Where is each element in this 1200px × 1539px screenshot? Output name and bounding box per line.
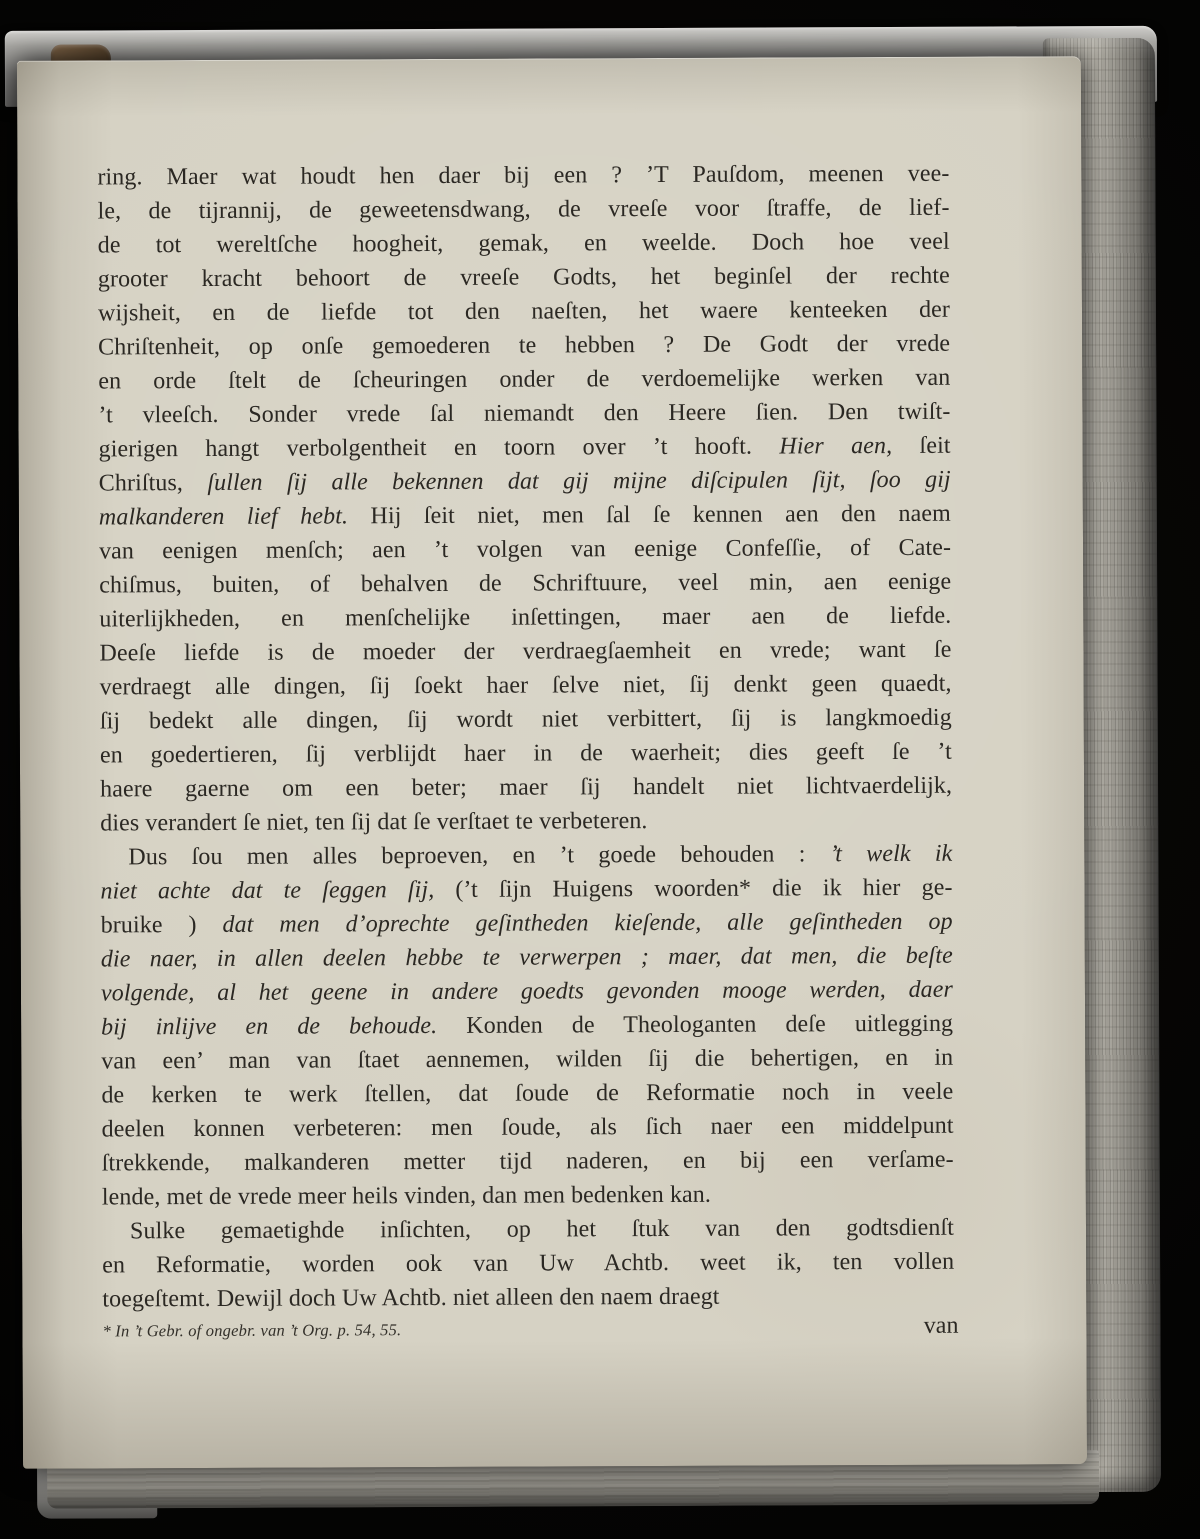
- text-run: ſtrekkende, malkanderen metter tijd naderen, en bij een verſame-: [101, 1146, 954, 1177]
- text-run: deelen konnen verbeteren: men ſoude, als ſich naer een middelpunt: [101, 1112, 954, 1143]
- text-line: [99, 565, 951, 603]
- text-line: [101, 1109, 953, 1147]
- text-run: en orde ſtelt de ſcheuringen onder de verdoemelijke werken van: [98, 364, 951, 395]
- text-run: ring. Maer wat houdt hen daer bij een ? ’T Pauſdom, meenen vee-: [97, 160, 950, 191]
- footnote: * In ’t Gebr. of ongebr. van ’t Org. p. 54, 55.: [102, 1320, 402, 1341]
- text-run: uiterlijkheden, en menſchelijke inſettingen, maer aen de liefde.: [99, 602, 952, 633]
- text-line: [99, 497, 951, 535]
- text-run: de kerken te werk ſtellen, dat ſoude de Reformatie noch in veele: [101, 1078, 954, 1109]
- catchword: van: [923, 1312, 959, 1339]
- page-text-block: [97, 157, 954, 1317]
- text-line: [100, 735, 952, 773]
- text-run: ſij bedekt alle dingen, ſij wordt niet verbittert, ſij is langkmoedig: [99, 704, 952, 735]
- text-run: Sulke gemaetighde inſichten, op het ſtuk van den godtsdienſt: [129, 1214, 955, 1245]
- text-line: [100, 871, 952, 909]
- text-run: malkanderen lief hebt.: [98, 503, 349, 531]
- text-line: [99, 463, 951, 501]
- text-run: Dus ſou men alles beproeven, en ’t goede behouden :: [128, 841, 830, 871]
- text-line: [98, 225, 950, 263]
- text-run: verdraegt alle dingen, ſij ſoekt haer ſelve niet, ſij denkt geen quaedt,: [99, 670, 952, 701]
- text-line: [98, 327, 950, 365]
- text-run: Konden de Theologanten deſe uitlegging: [437, 1010, 954, 1039]
- text-line: [101, 1041, 953, 1079]
- text-line: [102, 1143, 954, 1181]
- text-line: [99, 633, 951, 671]
- text-line: [102, 1211, 954, 1249]
- text-line: [98, 361, 950, 399]
- text-run: toegeſtemt. Dewijl doch Uw Achtb. niet alleen den naem draegt: [102, 1283, 720, 1313]
- text-line: [97, 157, 949, 195]
- text-run: van een’ man van ſtaet aennemen, wilden ſij die behertigen, en in: [101, 1044, 954, 1075]
- text-run: haere gaerne om een beter; maer ſij handelt niet lichtvaerdelijk,: [100, 772, 953, 803]
- text-run: ’t vleeſch. Sonder vrede ſal niemandt den Heere ſien. Den twiſt-: [98, 398, 951, 429]
- text-run: bruike ): [100, 911, 223, 939]
- text-line: [101, 939, 953, 977]
- text-run: de tot wereltſche hoogheit, gemak, en weelde. Doch hoe veel: [97, 228, 950, 259]
- text-run: Hij ſeit niet, men ſal ſe kennen aen den naem: [348, 500, 951, 530]
- text-line: [101, 973, 953, 1011]
- text-run: ’t welk ik: [829, 840, 953, 868]
- text-line: [97, 191, 949, 229]
- text-line: [102, 1245, 954, 1283]
- text-run: chiſmus, buiten, of behalven de Schriftuure, veel min, aen eenige: [99, 568, 952, 599]
- text-run: en Reformatie, worden ook van Uw Achtb. weet ik, ten vollen: [102, 1248, 955, 1279]
- text-run: gierigen hangt verbolgentheit en toorn over ’t hooft.: [98, 433, 780, 463]
- text-line: [100, 769, 952, 807]
- text-run: niet achte dat te ſeggen ſij,: [100, 876, 435, 905]
- text-run: dies verandert ſe niet, ten ſij dat ſe verſtaet te verbeteren.: [100, 808, 648, 837]
- text-line: [98, 259, 950, 297]
- text-line: [101, 1075, 953, 1113]
- text-run: grooter kracht behoort de vreeſe Godts, het beginſel der rechte: [97, 262, 950, 293]
- text-run: Chriſtus,: [98, 469, 208, 497]
- text-run: lende, met de vrede meer heils vinden, dan men bedenken kan.: [101, 1181, 712, 1211]
- text-line: [100, 701, 952, 739]
- text-line: [99, 429, 951, 467]
- page-footer-row: [102, 1313, 958, 1344]
- text-line: [99, 531, 951, 569]
- text-run: ſullen ſij alle bekennen dat gij mijne diſcipulen ſijt, ſoo gij: [207, 466, 951, 496]
- text-run: bij inlijve en de behoude.: [101, 1012, 438, 1041]
- text-run: Chriſtenheit, op onſe gemoederen te hebben ? De Godt der vrede: [98, 330, 951, 361]
- text-line: [99, 599, 951, 637]
- text-line: [102, 1177, 954, 1215]
- text-run: (’t ſijn Huigens woorden* die ik hier ge-: [434, 874, 953, 903]
- text-run: Deeſe liefde is de moeder der verdraegſaemheit en vrede; want ſe: [99, 636, 952, 667]
- text-line: [98, 395, 950, 433]
- text-run: wijsheit, en de liefde tot den naeſten, het waere kenteeken der: [97, 296, 951, 327]
- text-line: [101, 905, 953, 943]
- text-run: ſeit: [892, 432, 951, 459]
- text-run: dat men d’oprechte geſintheden kieſende, alle geſintheden op: [222, 908, 953, 938]
- text-run: volgende, al het geene in andere goedts gevonden mooge werden, daer: [100, 976, 954, 1007]
- text-run: die naer, in allen deelen hebbe te verwerpen ; maer, dat men, die beſte: [100, 942, 953, 973]
- text-line: [98, 293, 950, 331]
- text-line: [100, 667, 952, 705]
- text-line: [100, 837, 952, 875]
- text-run: van eenigen menſch; aen ’t volgen van eenige Confeſſie, of Cate-: [98, 534, 952, 565]
- text-run: en goedertieren, ſij verblijdt haer in de waerheit; dies geeft ſe ’t: [99, 738, 952, 769]
- text-line: [102, 1279, 954, 1317]
- text-line: [101, 1007, 953, 1045]
- book-page: [17, 56, 1087, 1469]
- text-run: Hier aen,: [779, 432, 893, 460]
- text-line: [100, 803, 952, 841]
- text-run: le, de tijrannij, de geweetensdwang, de vreeſe voor ſtraffe, de lief-: [97, 194, 950, 225]
